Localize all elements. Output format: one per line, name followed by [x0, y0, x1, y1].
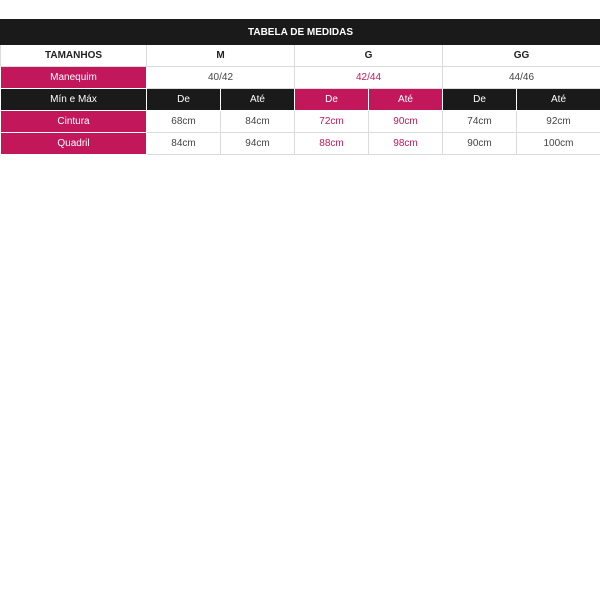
quadril-gg-from: 90cm — [443, 133, 517, 155]
size-chart-table — [0, 19, 600, 155]
size-header-gg: GG — [443, 45, 600, 67]
cintura-gg-from: 74cm — [443, 111, 517, 133]
size-header-g: G — [295, 45, 443, 67]
range-from-m: De — [147, 89, 221, 111]
range-to-gg: Até — [517, 89, 600, 111]
sizes-header-row — [1, 45, 600, 67]
range-label: Mín e Máx — [1, 89, 147, 111]
table-row-cintura — [1, 111, 600, 133]
manequim-value-m: 40/42 — [147, 67, 295, 89]
range-from-g: De — [295, 89, 369, 111]
cintura-gg-to: 92cm — [517, 111, 600, 133]
table-title-row — [1, 20, 600, 45]
manequim-value-gg: 44/46 — [443, 67, 600, 89]
range-row — [1, 89, 600, 111]
size-header-m: M — [147, 45, 295, 67]
range-to-g: Até — [369, 89, 443, 111]
cintura-m-to: 84cm — [221, 111, 295, 133]
quadril-m-to: 94cm — [221, 133, 295, 155]
manequim-label: Manequim — [1, 67, 147, 89]
quadril-gg-to: 100cm — [517, 133, 600, 155]
quadril-label: Quadril — [1, 133, 147, 155]
quadril-m-from: 84cm — [147, 133, 221, 155]
quadril-g-to: 98cm — [369, 133, 443, 155]
cintura-g-to: 90cm — [369, 111, 443, 133]
range-from-gg: De — [443, 89, 517, 111]
cintura-g-from: 72cm — [295, 111, 369, 133]
range-to-m: Até — [221, 89, 295, 111]
table-title: TABELA DE MEDIDAS — [1, 20, 600, 45]
manequim-value-g: 42/44 — [295, 67, 443, 89]
table-row-quadril — [1, 133, 600, 155]
quadril-g-from: 88cm — [295, 133, 369, 155]
sizes-header-label: TAMANHOS — [1, 45, 147, 67]
cintura-m-from: 68cm — [147, 111, 221, 133]
cintura-label: Cintura — [1, 111, 147, 133]
manequim-row — [1, 67, 600, 89]
